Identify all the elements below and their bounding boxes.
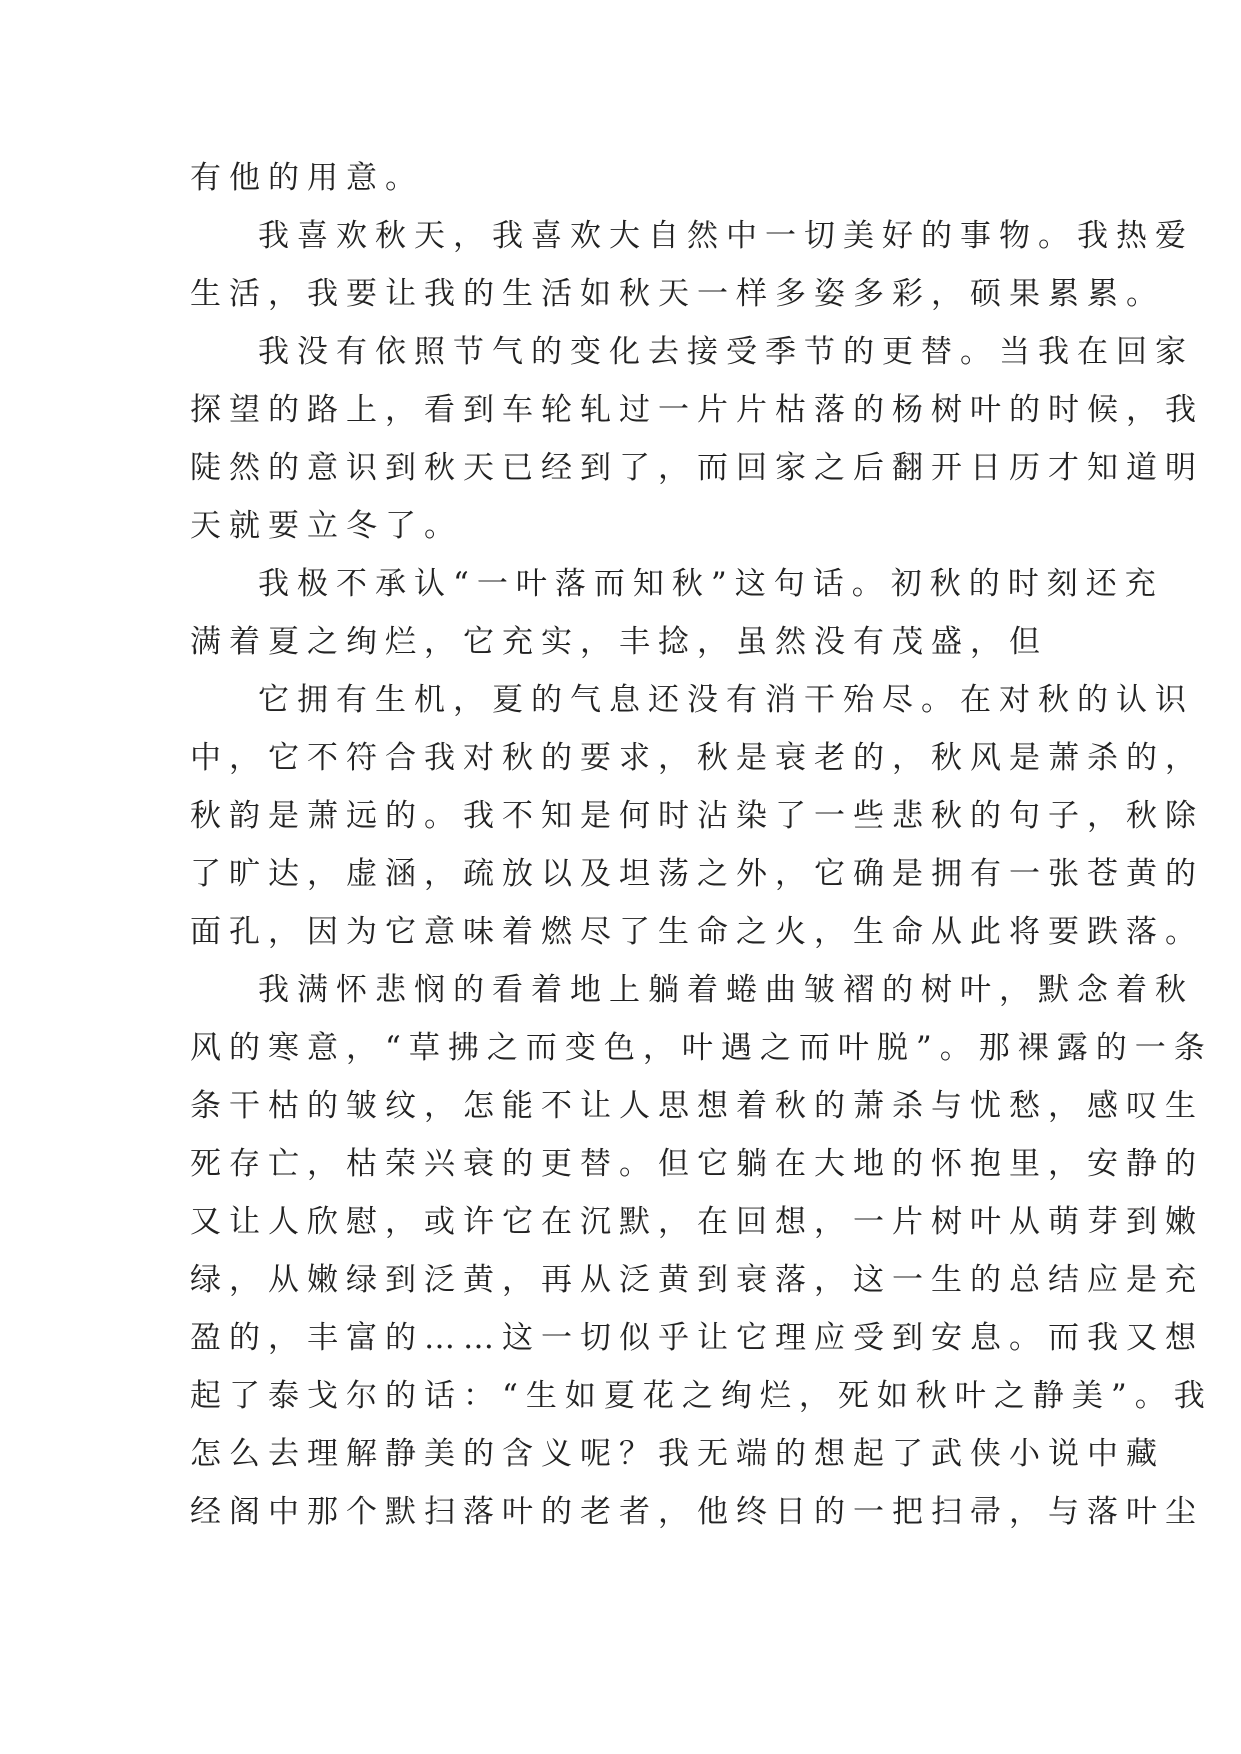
text-line: 满着夏之绚烂，它充实，丰捻，虽然没有茂盛，但 xyxy=(190,624,1048,660)
text-line: 了旷达，虚涵，疏放以及坦荡之外，它确是拥有一张苍黄的 xyxy=(190,856,1204,892)
text-line: 死存亡，枯荣兴衰的更替。但它躺在大地的怀抱里，安静的 xyxy=(190,1146,1204,1182)
text-line: 盈的，丰富的……这一切似乎让它理应受到安息。而我又想 xyxy=(190,1320,1204,1356)
paragraph-first-line: 我满怀悲悯的看着地上躺着蜷曲皱褶的树叶，默念着秋 xyxy=(258,972,1194,1008)
text-line: 探望的路上，看到车轮轧过一片片枯落的杨树叶的时候，我 xyxy=(190,392,1204,428)
text-line: 起了泰戈尔的话：“生如夏花之绚烂，死如秋叶之静美”。我 xyxy=(190,1378,1213,1414)
text-line: 秋韵是萧远的。我不知是何时沾染了一些悲秋的句子，秋除 xyxy=(190,798,1204,834)
text-line: 绿，从嫩绿到泛黄，再从泛黄到衰落，这一生的总结应是充 xyxy=(190,1262,1204,1298)
text-line: 天就要立冬了。 xyxy=(190,508,463,544)
paragraph-first-line: 我没有依照节气的变化去接受季节的更替。当我在回家 xyxy=(258,334,1194,370)
paragraph-first-line: 我极不承认“一叶落而知秋”这句话。初秋的时刻还充 xyxy=(258,566,1164,602)
paragraph-first-line: 我喜欢秋天，我喜欢大自然中一切美好的事物。我热爱 xyxy=(258,218,1194,254)
paragraph-first-line: 它拥有生机，夏的气息还没有消干殆尽。在对秋的认识 xyxy=(258,682,1194,718)
text-line: 陡然的意识到秋天已经到了，而回家之后翻开日历才知道明 xyxy=(190,450,1204,486)
text-line: 面孔，因为它意味着燃尽了生命之火，生命从此将要跌落。 xyxy=(190,914,1204,950)
text-line: 条干枯的皱纹，怎能不让人思想着秋的萧杀与忧愁，感叹生 xyxy=(190,1088,1204,1124)
text-line: 生活，我要让我的生活如秋天一样多姿多彩，硕果累累。 xyxy=(190,276,1165,312)
text-line: 怎么去理解静美的含义呢？我无端的想起了武侠小说中藏 xyxy=(190,1436,1165,1472)
text-line: 有他的用意。 xyxy=(190,160,424,196)
text-line: 经阁中那个默扫落叶的老者，他终日的一把扫帚，与落叶尘 xyxy=(190,1494,1204,1530)
text-line: 又让人欣慰，或许它在沉默，在回想，一片树叶从萌芽到嫩 xyxy=(190,1204,1204,1240)
text-line: 风的寒意，“草拂之而变色，叶遇之而叶脱”。那裸露的一条 xyxy=(190,1030,1213,1066)
text-line: 中，它不符合我对秋的要求，秋是衰老的，秋风是萧杀的， xyxy=(190,740,1204,776)
